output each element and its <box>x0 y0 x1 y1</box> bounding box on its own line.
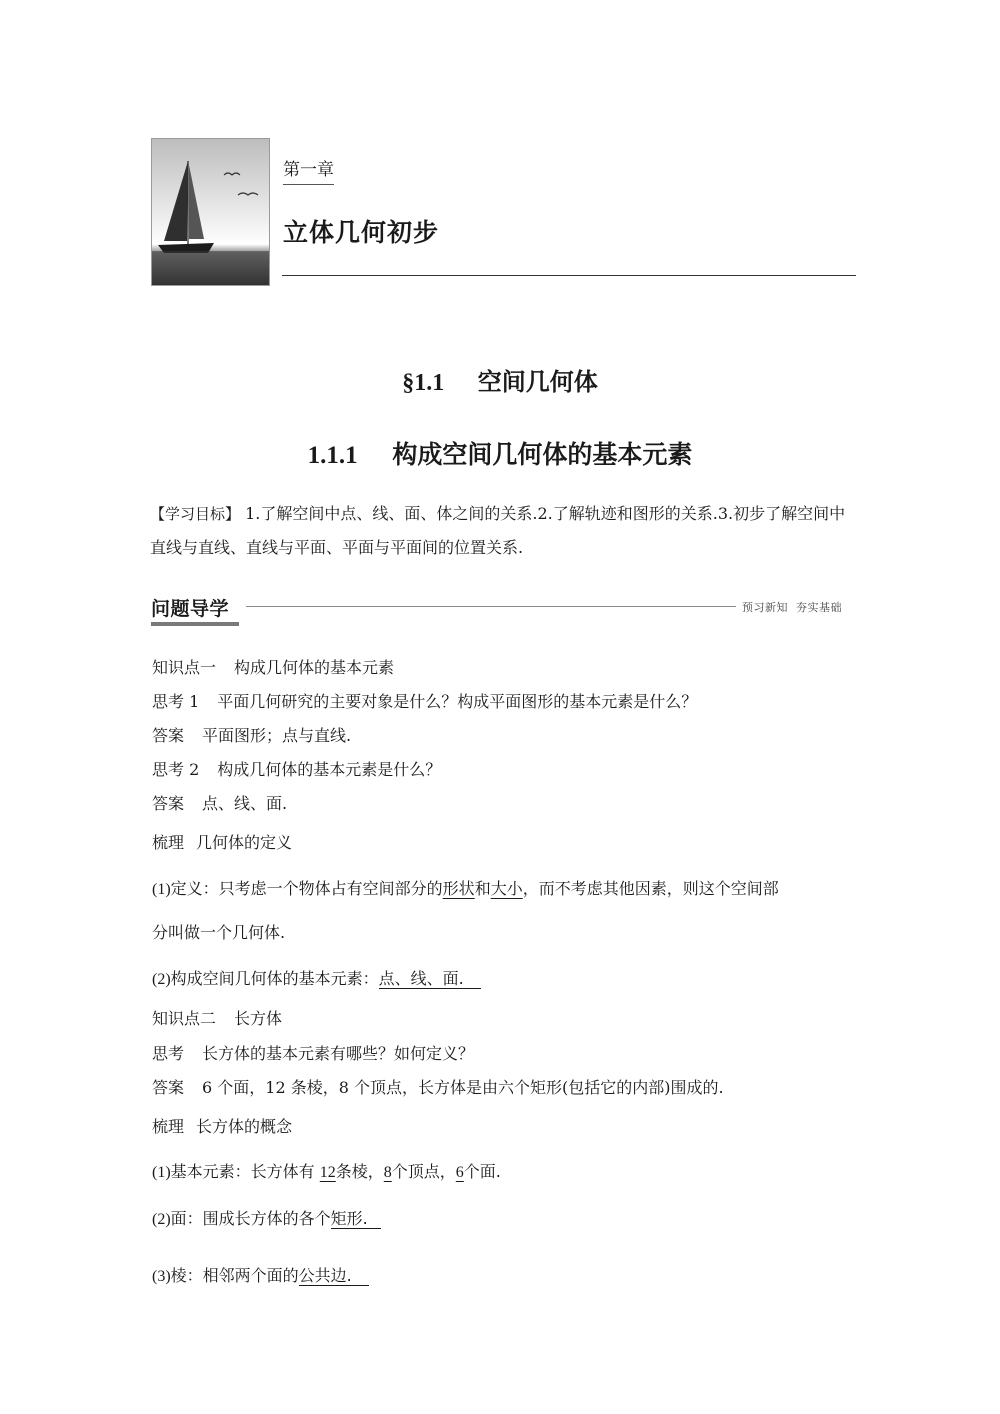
kp2-item1 <box>152 1159 501 1182</box>
think1-text: 平面几何研究的主要对象是什么？构成平面图形的基本元素是什么？ <box>217 692 698 711</box>
kp1-answer1 <box>152 723 351 746</box>
summary1-text: 几何体的定义 <box>196 833 293 852</box>
kp2-summary <box>152 1114 292 1137</box>
banner-subtitle: 预习新知 夯实基础 <box>742 601 842 614</box>
kp2-answer-label: 答案 <box>152 1078 185 1097</box>
item1-prefix: (1) <box>152 1164 171 1181</box>
section-number: §1.1 <box>402 370 445 396</box>
subsection-title: 构成空间几何体的基本元素 <box>392 440 693 469</box>
banner-divider <box>246 606 736 607</box>
kp2-think-text: 长方体的基本元素有哪些？如何定义？ <box>202 1044 475 1063</box>
item2-prefix: (2) <box>152 1211 171 1228</box>
objectives-text: 1.了解空间中点、线、面、体之间的关系.2.了解轨迹和图形的关系.3.初步了解空间中直线与直线、直线与平面、平面与平面间的位置关系. <box>150 504 846 557</box>
def-text-a: 定义：只考虑一个物体占有空间部分的 <box>170 879 443 898</box>
chapter-divider <box>282 275 856 276</box>
item1-text-b: 条棱， <box>335 1162 384 1181</box>
think2-label: 思考 2 <box>152 760 200 779</box>
kp2-heading <box>152 1006 282 1029</box>
kp2-item3 <box>152 1263 369 1286</box>
answer2-text: 点、线、面. <box>202 794 288 813</box>
banner-title: 问题导学 <box>151 598 230 620</box>
chapter-title: 立体几何初步 <box>283 218 440 247</box>
sailboat-icon <box>152 139 269 285</box>
kp2-answer-text: 6 个面，12 条棱，8 个顶点，长方体是由六个矩形(包括它的内部)围成的. <box>202 1078 724 1097</box>
item3-prefix: (3) <box>152 1268 171 1285</box>
item1-blank-edges: 12 <box>319 1164 336 1181</box>
answer2-label: 答案 <box>152 794 185 813</box>
kp2-item2 <box>152 1206 381 1229</box>
kp2-heading-text: 长方体 <box>234 1009 283 1028</box>
item1-text-a: 基本元素：长方体有 <box>170 1162 315 1181</box>
learning-objectives <box>150 497 850 565</box>
section-heading <box>0 362 1000 397</box>
section-title: 空间几何体 <box>477 367 598 396</box>
subsection-heading <box>0 435 1000 471</box>
def-blank-shape: 形状 <box>442 879 475 898</box>
elem-blank: 点、线、面. <box>379 970 481 989</box>
kp2-think <box>152 1041 474 1064</box>
banner-accent-bar <box>151 622 239 626</box>
chapter-sailboat-image <box>151 138 270 286</box>
kp1-heading-text: 构成几何体的基本元素 <box>234 658 395 677</box>
objectives-tag: 【学习目标】 <box>150 505 241 523</box>
item2-text: 面：围成长方体的各个 <box>170 1209 331 1228</box>
kp2-heading-label: 知识点二 <box>152 1009 217 1028</box>
item1-blank-vertices: 8 <box>383 1164 392 1181</box>
elem-prefix: (2) <box>152 971 171 988</box>
elem-text: 构成空间几何体的基本元素： <box>170 969 379 988</box>
kp1-definition-line2: 分叫做一个几何体. <box>152 923 286 942</box>
summary1-label: 梳理 <box>152 833 185 852</box>
summary2-label: 梳理 <box>152 1117 185 1136</box>
kp1-heading <box>152 655 394 678</box>
def-prefix: (1) <box>152 881 171 898</box>
item1-text-c: 个顶点， <box>391 1162 456 1181</box>
def-text-c: ，而不考虑其他因素，则这个空间部 <box>522 879 779 898</box>
kp1-answer2 <box>152 791 287 814</box>
kp1-heading-label: 知识点一 <box>152 658 217 677</box>
chapter-label: 第一章 <box>283 155 334 185</box>
kp2-think-label: 思考 <box>152 1044 185 1063</box>
item1-blank-faces: 6 <box>455 1164 464 1181</box>
kp1-elements <box>152 966 481 989</box>
kp2-answer <box>152 1075 724 1098</box>
def-blank-size: 大小 <box>490 879 523 898</box>
kp1-think2 <box>152 757 441 780</box>
answer1-text: 平面图形；点与直线. <box>202 726 352 745</box>
answer1-label: 答案 <box>152 726 185 745</box>
item2-blank: 矩形. <box>331 1210 381 1229</box>
item1-text-d: 个面. <box>463 1162 501 1181</box>
think2-text: 构成几何体的基本元素是什么？ <box>217 760 442 779</box>
def-text-b: 和 <box>474 879 491 898</box>
kp1-definition <box>152 876 779 899</box>
item3-text: 棱：相邻两个面的 <box>170 1266 299 1285</box>
kp1-summary <box>152 830 292 853</box>
summary2-text: 长方体的概念 <box>196 1117 293 1136</box>
subsection-number: 1.1.1 <box>307 442 358 469</box>
think1-label: 思考 1 <box>152 692 200 711</box>
item3-blank: 公共边. <box>299 1267 369 1286</box>
kp1-think1 <box>152 689 697 712</box>
